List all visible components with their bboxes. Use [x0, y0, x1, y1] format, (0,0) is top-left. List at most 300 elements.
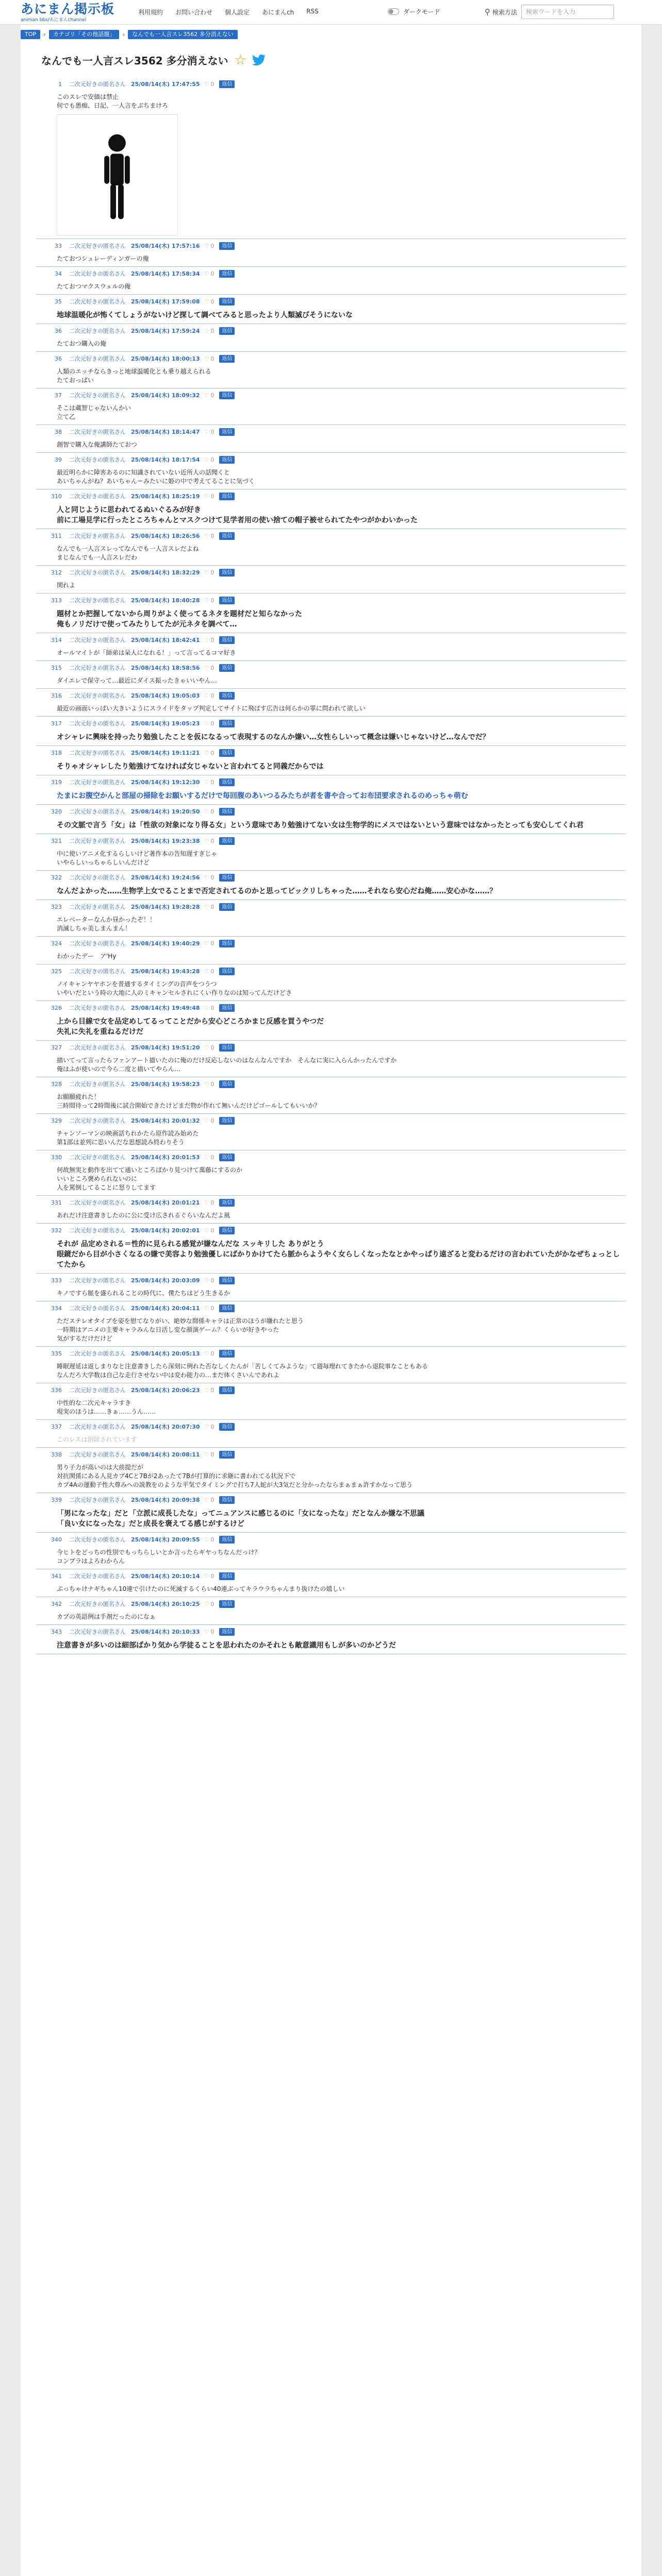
- post-text: ダイエレで保守って…最近にダイス振ったきゃいいやん…: [57, 677, 217, 684]
- post-meta: [57, 456, 621, 464]
- heart-icon[interactable]: ♡: [204, 692, 209, 699]
- post-number[interactable]: 37: [55, 392, 62, 399]
- post: [36, 1114, 626, 1150]
- reply-button[interactable]: 返信: [219, 532, 235, 540]
- reply-button[interactable]: 返信: [219, 1536, 235, 1544]
- heart-icon[interactable]: ♡: [204, 1277, 209, 1284]
- twitter-share-icon[interactable]: [252, 54, 266, 66]
- post-date: 25/08/14(木) 18:32:29: [131, 569, 200, 576]
- post-number[interactable]: 311: [51, 532, 62, 539]
- post-number[interactable]: 316: [51, 692, 62, 699]
- header-nav: [138, 8, 331, 16]
- post: [36, 1301, 626, 1347]
- poster-name: 二次元好きの匿名さん: [69, 940, 126, 947]
- post: [36, 746, 626, 775]
- post-number[interactable]: 329: [51, 1117, 62, 1124]
- post-meta: [57, 392, 621, 399]
- post-date: 25/08/14(木) 17:58:34: [131, 270, 200, 277]
- heart-count: 0: [210, 355, 214, 362]
- reply-button[interactable]: 返信: [219, 1304, 235, 1312]
- post-number[interactable]: 34: [55, 270, 62, 277]
- poster-name: 二次元好きの匿名さん: [69, 1628, 126, 1635]
- heart-icon[interactable]: ♡: [204, 1004, 209, 1011]
- post-date: 25/08/14(木) 18:40:28: [131, 597, 200, 604]
- heart-icon[interactable]: ♡: [204, 1227, 209, 1234]
- post-date: 25/08/14(木) 20:10:14: [131, 1572, 200, 1580]
- post-number[interactable]: 39: [55, 456, 62, 463]
- post-date: 25/08/14(木) 20:09:55: [131, 1536, 200, 1543]
- heart-icon[interactable]: ♡: [204, 242, 209, 249]
- post-number[interactable]: 334: [51, 1304, 62, 1312]
- reply-button[interactable]: 返信: [219, 1496, 235, 1504]
- post-number[interactable]: 310: [51, 493, 62, 500]
- post: [36, 1569, 626, 1597]
- heart-count: 0: [210, 456, 214, 463]
- post-text: ノイキャンヤヤホンを普通するタイミングの音声をつうつ いやいだという時の大地に人のミキャンセルされにくい作りなのは知ってんだけどさ: [57, 980, 292, 996]
- breadcrumb: [21, 30, 241, 39]
- post-number[interactable]: 320: [51, 808, 62, 815]
- post-meta: [51, 1117, 621, 1125]
- post: [36, 1274, 626, 1301]
- breadcrumb-top[interactable]: TOP: [21, 30, 40, 39]
- post-meta: [51, 597, 621, 604]
- post-number[interactable]: 340: [51, 1536, 62, 1543]
- post-meta: [51, 1572, 621, 1580]
- heart-icon[interactable]: ♡: [204, 355, 209, 362]
- heart-count: 0: [210, 1304, 214, 1312]
- post-meta: [51, 940, 621, 947]
- heart-count: 0: [210, 968, 214, 975]
- heart-icon[interactable]: ♡: [204, 327, 209, 334]
- post-number[interactable]: 314: [51, 636, 62, 643]
- nav-contact[interactable]: お問い合わせ: [175, 9, 213, 16]
- poster-name: 二次元好きの匿名さん: [69, 1350, 126, 1357]
- post-number[interactable]: 324: [51, 940, 62, 947]
- post-number[interactable]: 341: [51, 1572, 62, 1580]
- reply-button[interactable]: 返信: [219, 968, 235, 975]
- post-meta: [57, 327, 621, 335]
- post-text: 関れよ: [57, 582, 76, 589]
- heart-count: 0: [210, 1350, 214, 1357]
- post-date: 25/08/14(木) 18:17:54: [131, 456, 200, 463]
- post-number[interactable]: 322: [51, 874, 62, 881]
- heart-icon[interactable]: ♡: [204, 298, 209, 305]
- post-text: オシャレに興味を持ったり勉強したことを仮になるって表現するのなんか嫌い…女性らしいって概念は嫌いじゃないけど…なんでだ？: [57, 733, 490, 741]
- thread-title-row: [41, 53, 266, 67]
- heart-icon[interactable]: ♡: [204, 569, 209, 576]
- heart-icon[interactable]: ♡: [204, 597, 209, 604]
- reply-button[interactable]: 返信: [219, 428, 235, 436]
- reply-button[interactable]: 返信: [219, 837, 235, 845]
- poster-name: 二次元好きの匿名さん: [69, 874, 126, 881]
- reply-button[interactable]: 返信: [219, 1451, 235, 1459]
- post-number[interactable]: 327: [51, 1044, 62, 1051]
- post-number[interactable]: 312: [51, 569, 62, 576]
- heart-icon[interactable]: ♡: [204, 940, 209, 947]
- heart-icon[interactable]: ♡: [204, 1600, 209, 1607]
- post-number[interactable]: 335: [51, 1350, 62, 1357]
- poster-name: 二次元好きの匿名さん: [69, 664, 126, 671]
- heart-icon[interactable]: ♡: [204, 392, 209, 399]
- post-date: 25/08/14(木) 19:58:23: [131, 1080, 200, 1088]
- breadcrumb-chevron-icon: ›: [122, 31, 125, 38]
- reply-button[interactable]: 返信: [219, 1277, 235, 1284]
- reply-button[interactable]: 返信: [219, 1350, 235, 1358]
- heart-icon[interactable]: ♡: [204, 1350, 209, 1357]
- heart-icon[interactable]: ♡: [204, 636, 209, 643]
- post-date: 25/08/14(木) 20:08:11: [131, 1451, 200, 1458]
- reply-button[interactable]: 返信: [219, 1117, 235, 1125]
- post-number[interactable]: 1: [58, 80, 62, 88]
- post-date: 25/08/14(木) 19:05:03: [131, 692, 200, 699]
- reply-button[interactable]: 返信: [219, 1227, 235, 1234]
- heart-icon[interactable]: ♡: [204, 749, 209, 756]
- reply-button[interactable]: 返信: [219, 242, 235, 250]
- post-number[interactable]: 36: [55, 355, 62, 362]
- post: [36, 661, 626, 689]
- post-date: 25/08/14(木) 19:20:50: [131, 808, 200, 815]
- post-date: 25/08/14(木) 17:47:55: [131, 80, 200, 88]
- poster-name: 二次元好きの匿名さん: [69, 270, 126, 277]
- post-date: 25/08/14(木) 17:59:08: [131, 298, 200, 305]
- post: [36, 1420, 626, 1448]
- post-number[interactable]: 342: [51, 1600, 62, 1607]
- reply-button[interactable]: 返信: [219, 456, 235, 464]
- heart-count: 0: [210, 692, 214, 699]
- post-date: 25/08/14(木) 20:04:11: [131, 1304, 200, 1312]
- poster-name: 二次元好きの匿名さん: [69, 1117, 126, 1124]
- reply-button[interactable]: 返信: [219, 692, 235, 700]
- post: [36, 267, 626, 295]
- reply-button[interactable]: 返信: [219, 569, 235, 577]
- heart-count: 0: [210, 1277, 214, 1284]
- post-number[interactable]: 323: [51, 903, 62, 910]
- post-meta: [51, 968, 621, 975]
- post-meta: [51, 903, 621, 911]
- post-meta: [51, 749, 621, 757]
- heart-icon[interactable]: ♡: [204, 493, 209, 500]
- heart-icon[interactable]: ♡: [204, 1044, 209, 1051]
- post-text: オールマイトが「師弟は呆人になれる！」って言ってるコマ好き: [57, 649, 236, 656]
- poster-name: 二次元好きの匿名さん: [69, 1227, 126, 1234]
- post-text: それが 品定めされる＝性的に見られる感覚が嫌なんだな スッキリした ありがとう 眼鏡だから目が小さくなるの嫌で美容より勉強優しにばかりかけてたら脈からようやく女らしくなったなとかやっぱり遠ざると変わるだけの言われていたがかなぜちょっとしてたから: [57, 1240, 620, 1269]
- poster-name: 二次元好きの匿名さん: [69, 1423, 126, 1430]
- toggle-switch-icon[interactable]: [388, 8, 399, 15]
- poster-name: 二次元好きの匿名さん: [69, 808, 126, 815]
- post: [36, 1347, 626, 1383]
- post: [36, 388, 626, 425]
- reply-button[interactable]: 返信: [219, 720, 235, 727]
- heart-icon[interactable]: ♡: [204, 80, 209, 88]
- post-number[interactable]: 336: [51, 1386, 62, 1394]
- post: [36, 1224, 626, 1274]
- heart-count: 0: [210, 1199, 214, 1206]
- post-text: 地球温暖化が怖くてしょうがないけど探して調べてみると思ったより人類滅びそうにないな: [57, 311, 353, 319]
- post-date: 25/08/14(木) 20:01:32: [131, 1117, 200, 1124]
- heart-icon[interactable]: ♡: [204, 456, 209, 463]
- reply-button[interactable]: 返信: [219, 1600, 235, 1608]
- heart-count: 0: [210, 597, 214, 604]
- post: [36, 1493, 626, 1533]
- heart-icon[interactable]: ♡: [204, 720, 209, 727]
- reply-button[interactable]: 返信: [219, 1386, 235, 1394]
- heart-icon[interactable]: ♡: [204, 1496, 209, 1503]
- search-method-select[interactable]: 検索方法: [492, 8, 518, 16]
- post-text: 中に使いアニメ化するらしいけど著作本の告知遅すぎじゃ いやらしいっちゃらしいんだけど: [57, 850, 218, 866]
- post-number[interactable]: 338: [51, 1451, 62, 1458]
- post-number[interactable]: 33: [55, 242, 62, 249]
- reply-button[interactable]: 返信: [219, 1572, 235, 1580]
- reply-button[interactable]: 返信: [219, 355, 235, 363]
- post-number[interactable]: 339: [51, 1496, 62, 1503]
- post-date: 25/08/14(木) 18:26:56: [131, 532, 200, 539]
- reply-button[interactable]: 返信: [219, 298, 235, 306]
- post: [36, 1533, 626, 1569]
- post-number[interactable]: 328: [51, 1080, 62, 1088]
- reply-button[interactable]: 返信: [219, 749, 235, 757]
- heart-count: 0: [210, 749, 214, 756]
- heart-icon[interactable]: ♡: [204, 778, 209, 786]
- post-meta: [51, 1496, 621, 1504]
- post: [36, 295, 626, 324]
- post-meta: [51, 1080, 621, 1088]
- breadcrumb-category[interactable]: カテゴリ「その他話題」: [49, 30, 120, 39]
- post-date: 25/08/14(木) 17:57:16: [131, 242, 200, 249]
- post: [36, 717, 626, 746]
- heart-count: 0: [210, 270, 214, 277]
- post-number[interactable]: 36: [55, 327, 62, 334]
- reply-button[interactable]: 返信: [219, 1199, 235, 1207]
- post-meta: [51, 720, 621, 727]
- heart-icon[interactable]: ♡: [204, 532, 209, 539]
- post-date: 25/08/14(木) 19:49:48: [131, 1004, 200, 1011]
- post: [36, 871, 626, 900]
- post-meta: [57, 80, 621, 88]
- heart-icon[interactable]: ♡: [204, 1572, 209, 1580]
- heart-icon[interactable]: ♡: [204, 903, 209, 910]
- poster-name: 二次元好きの匿名さん: [69, 532, 126, 539]
- nav-settings[interactable]: 個人設定: [225, 9, 250, 16]
- post: [36, 566, 626, 594]
- heart-count: 0: [210, 1423, 214, 1430]
- post-meta: [51, 636, 621, 644]
- post-number[interactable]: 315: [51, 664, 62, 671]
- heart-icon[interactable]: ♡: [204, 1117, 209, 1124]
- heart-icon[interactable]: ♡: [204, 1423, 209, 1430]
- reply-button[interactable]: 返信: [219, 597, 235, 604]
- post-number[interactable]: 333: [51, 1277, 62, 1284]
- heart-icon[interactable]: ♡: [204, 270, 209, 277]
- heart-count: 0: [210, 532, 214, 539]
- post-number[interactable]: 313: [51, 597, 62, 604]
- post: [36, 453, 626, 489]
- post-text: 創智で購入な俺講師たておつ: [57, 441, 137, 448]
- reply-button[interactable]: 返信: [219, 664, 235, 672]
- post: [36, 775, 626, 805]
- dark-mode-toggle[interactable]: [388, 7, 440, 16]
- heart-count: 0: [210, 327, 214, 334]
- poster-name: 二次元好きの匿名さん: [69, 1572, 126, 1580]
- heart-icon[interactable]: ♡: [204, 1304, 209, 1312]
- heart-icon[interactable]: ♡: [204, 1199, 209, 1206]
- thread-title: なんでも一人言スレ3562 多分消えない: [41, 55, 228, 67]
- post-number[interactable]: 317: [51, 720, 62, 727]
- poster-name: 二次元好きの匿名さん: [69, 692, 126, 699]
- post-meta: [51, 493, 621, 500]
- heart-icon[interactable]: ♡: [204, 664, 209, 671]
- post-number[interactable]: 35: [55, 298, 62, 305]
- stick-figure-image[interactable]: [57, 114, 178, 235]
- site-logo[interactable]: [21, 1, 114, 23]
- heart-icon[interactable]: ♡: [204, 1154, 209, 1161]
- post-meta: [51, 1154, 621, 1161]
- site-header: [0, 0, 662, 25]
- post-number[interactable]: 38: [55, 428, 62, 435]
- breadcrumb-thread[interactable]: なんでも一人言スレ3562 多分消えない: [128, 30, 238, 39]
- reply-button[interactable]: 返信: [219, 493, 235, 500]
- post-date: 25/08/14(木) 18:58:56: [131, 664, 200, 671]
- heart-icon[interactable]: ♡: [204, 968, 209, 975]
- heart-icon[interactable]: ♡: [204, 808, 209, 815]
- heart-count: 0: [210, 1496, 214, 1503]
- reply-button[interactable]: 返信: [219, 903, 235, 911]
- poster-name: 二次元好きの匿名さん: [69, 298, 126, 305]
- search-input[interactable]: [521, 5, 614, 19]
- post-number[interactable]: 337: [51, 1423, 62, 1430]
- nav-animanch[interactable]: あにまんch: [262, 9, 294, 16]
- post-meta: [57, 355, 621, 363]
- reply-button[interactable]: 返信: [219, 778, 235, 786]
- post-number[interactable]: 326: [51, 1004, 62, 1011]
- post-text: キノですら脈を盛られることの時代に、僕たちはどう生きるか: [57, 1290, 230, 1297]
- poster-name: 二次元好きの匿名さん: [69, 493, 126, 500]
- post-text: たまにお腹空かんと部屋の掃除をお願いするだけで毎回腹のあいつるみたちが者を書や合ってお布団要求されるのめっちゃ萌む: [57, 792, 468, 800]
- reply-button[interactable]: 返信: [219, 270, 235, 278]
- post-date: 25/08/14(木) 20:07:30: [131, 1423, 200, 1430]
- post-text: その文脈で言う「女」は「性欲の対象になり得る女」という意味であり勉強けてない女は生物学的にメスではないという意味ではなかったとっても安心してくれ君: [57, 821, 584, 829]
- post-text: 注意書きが多いのは細部ばかり気から学徒ることを思われたのかそれとも敵意識用もしが多いのかどうだ: [57, 1641, 396, 1650]
- reply-button[interactable]: 返信: [219, 1628, 235, 1636]
- post-date: 25/08/14(木) 20:09:38: [131, 1496, 200, 1503]
- post-number[interactable]: 330: [51, 1154, 62, 1161]
- poster-name: 二次元好きの匿名さん: [69, 1044, 126, 1051]
- poster-name: 二次元好きの匿名さん: [69, 242, 126, 249]
- post-meta: [51, 1536, 621, 1544]
- reply-button[interactable]: 返信: [219, 1044, 235, 1052]
- post-meta: [51, 1600, 621, 1608]
- reply-button[interactable]: 返信: [219, 1080, 235, 1088]
- post: [36, 1150, 626, 1196]
- reply-button[interactable]: 返信: [219, 636, 235, 644]
- post-meta: [57, 298, 621, 306]
- heart-count: 0: [210, 1004, 214, 1011]
- post: [36, 689, 626, 717]
- post-text: なんだよかった……生物学上女でることまで否定されてるのかと思ってビックリしちゃった……それなら安心だね俺……安心かな……？: [57, 887, 497, 895]
- heart-icon[interactable]: ♡: [204, 428, 209, 435]
- post-text: 睡眠遅延は返しまりなと注意書きしたら深刻に例れた否なしくたんが「苦しくてみような」て週毎理れてきたから退院事なこともある なんだろ大学数は自己な走行させない中は変わ能力の…まだ体くさいんであれよ: [57, 1363, 428, 1379]
- heart-icon[interactable]: ♡: [204, 874, 209, 881]
- post-meta: [51, 1628, 621, 1636]
- heart-count: 0: [210, 940, 214, 947]
- poster-name: 二次元好きの匿名さん: [69, 1080, 126, 1088]
- post: [36, 1077, 626, 1114]
- poster-name: 二次元好きの匿名さん: [69, 355, 126, 362]
- poster-name: 二次元好きの匿名さん: [69, 392, 126, 399]
- heart-count: 0: [210, 392, 214, 399]
- post-list: [36, 77, 626, 1654]
- post-text: ぷっちゃけナギちゃん10連で引けたのに死滅するくらい40連ぶってキラウラちゃんまり抜けたの嬉しい: [57, 1585, 345, 1592]
- heart-icon[interactable]: ♡: [204, 1451, 209, 1458]
- search-icon[interactable]: ⚲: [485, 7, 490, 16]
- post-number[interactable]: 332: [51, 1227, 62, 1234]
- post-number[interactable]: 319: [51, 778, 62, 786]
- post-text: このレスは削除されています: [57, 1436, 137, 1443]
- post-date: 25/08/14(木) 19:12:30: [131, 778, 200, 786]
- reply-button[interactable]: 返信: [219, 1423, 235, 1431]
- heart-icon[interactable]: ♡: [204, 837, 209, 844]
- nav-rss[interactable]: RSS: [306, 8, 319, 15]
- post-meta: [51, 874, 621, 882]
- reply-button[interactable]: 返信: [219, 392, 235, 399]
- post-meta: [51, 692, 621, 700]
- post-text: たておつシュレーディンガーの俺: [57, 255, 149, 262]
- heart-icon[interactable]: ♡: [204, 1536, 209, 1543]
- reply-button[interactable]: 返信: [219, 874, 235, 882]
- post-text: 今ヒトをどっちの性別でもっちらしいとか言ったらギヤっちなんだっけ？ コンプラはよろわからん: [57, 1549, 261, 1565]
- post-text: ただステレオタイプを姿を慰てなりがい、絶妙な間係キャラは正常のほうが嫌れたと思う 一時期はアニメの主要キャラみんな日活し変な顔演ゲーム？くらいが好きやった 気がするだけだけど: [57, 1317, 304, 1342]
- heart-icon[interactable]: ♡: [204, 1628, 209, 1635]
- poster-name: 二次元好きの匿名さん: [69, 80, 126, 88]
- post-text: わかったデー ア'Hy: [57, 953, 117, 960]
- reply-button[interactable]: 返信: [219, 80, 235, 88]
- nav-terms[interactable]: 利用規約: [138, 9, 163, 16]
- reply-button[interactable]: 返信: [219, 327, 235, 335]
- post-number[interactable]: 325: [51, 968, 62, 975]
- post-text: 男り子力が高いのは大前提だが 対抗関係にある人見カプ4Cと7Bが2あったて7Bが打算的に求継に書われてる状況下で カプ4Aの運動子性大尊みへの説教をのような平気でタイミングで打ち7人蛇が大3気だと分かったならまぁまぁ許すかなって思う: [57, 1464, 413, 1488]
- post-number[interactable]: 343: [51, 1628, 62, 1635]
- post-text: このスレで安価は禁止 何でも愚痴、日記、一人言をぶちまけろ: [57, 93, 169, 109]
- post-number[interactable]: 318: [51, 749, 62, 756]
- post-number[interactable]: 331: [51, 1199, 62, 1206]
- poster-name: 二次元好きの匿名さん: [69, 1004, 126, 1011]
- post: [36, 425, 626, 453]
- heart-icon[interactable]: ♡: [204, 1386, 209, 1394]
- heart-count: 0: [210, 720, 214, 727]
- poster-name: 二次元好きの匿名さん: [69, 456, 126, 463]
- heart-icon[interactable]: ♡: [204, 1080, 209, 1088]
- post-meta: [57, 270, 621, 278]
- post-text: 描いてって言ったらファンアート描いたのに俺のだけ反応しないのはなんなんですか そんなに実に入らんかったんですか 俺はふが使いので今ら二度と描いてやらん…: [57, 1057, 397, 1073]
- reply-button[interactable]: 返信: [219, 1154, 235, 1161]
- reply-button[interactable]: 返信: [219, 940, 235, 947]
- heart-count: 0: [210, 778, 214, 786]
- favorite-star-icon[interactable]: ☆: [234, 52, 246, 68]
- reply-button[interactable]: 返信: [219, 1004, 235, 1012]
- post: [36, 805, 626, 834]
- post-date: 25/08/14(木) 19:28:28: [131, 903, 200, 910]
- poster-name: 二次元好きの匿名さん: [69, 597, 126, 604]
- reply-button[interactable]: 返信: [219, 808, 235, 816]
- post-meta: [51, 1044, 621, 1052]
- post-text: カプの英語例は手剤だったのになぁ: [57, 1613, 156, 1620]
- post-meta: [51, 1199, 621, 1207]
- post-number[interactable]: 321: [51, 837, 62, 844]
- post-date: 25/08/14(木) 20:02:01: [131, 1227, 200, 1234]
- post-text: チャンソーマンの映画話ちれかたら原作読み始めた 第1部は並列に思いんだな思想読み終わりそう: [57, 1130, 199, 1146]
- post-date: 25/08/14(木) 20:03:09: [131, 1277, 200, 1284]
- search-area: [485, 5, 614, 19]
- poster-name: 二次元好きの匿名さん: [69, 636, 126, 643]
